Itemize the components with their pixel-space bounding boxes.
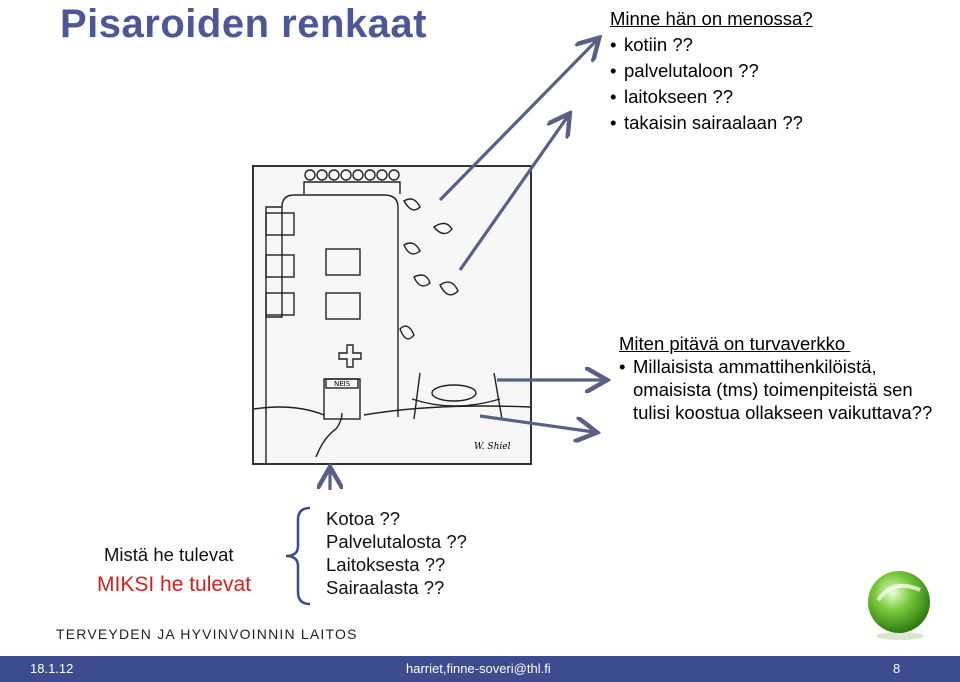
organization-name: TERVEYDEN JA HYVINVOINNIN LAITOS <box>56 626 358 642</box>
safety-net-list <box>619 355 949 424</box>
destination-list <box>610 32 813 136</box>
window <box>266 293 294 315</box>
footer-email: harriet,finne-soveri@thl.fi <box>406 661 551 676</box>
hospital-cross <box>339 345 361 367</box>
window <box>326 293 360 319</box>
rooftop-crowd <box>304 170 400 194</box>
hospital-cartoon <box>252 165 532 465</box>
destination-item: • laitokseen ?? <box>610 84 813 110</box>
safety-net-heading: Miten pitävä on turvaverkko <box>619 333 851 354</box>
footer-page-number: 8 <box>893 661 901 676</box>
destination-question-box <box>610 6 813 136</box>
safety-net-box <box>619 332 949 424</box>
destination-heading: Minne hän on menossa? <box>610 8 813 29</box>
safety-net-item: • Millaisista ammattihenkilöistä, omaisista (tms) toimenpiteistä sen tulisi koostua ollakseen vaikuttava?? <box>619 355 949 424</box>
destination-item: • palvelutaloon ?? <box>610 58 813 84</box>
origin-item: Sairaalasta ?? <box>326 577 445 598</box>
reason-question: MIKSI he tulevat <box>97 573 252 596</box>
origins-list <box>326 507 467 599</box>
footer-date: 18.1.12 <box>30 661 74 676</box>
hospital-cartoon-drawing <box>254 167 530 463</box>
window <box>266 213 294 235</box>
window <box>326 249 360 275</box>
safety-net <box>412 399 500 406</box>
destination-item: • kotiin ?? <box>610 32 813 58</box>
origin-item: Palvelutalosta ?? <box>326 531 467 552</box>
slide-title: Pisaroiden renkaat <box>60 2 427 46</box>
hospital-sign: NEIS <box>334 380 351 388</box>
destination-item: • takaisin sairaalaan ?? <box>610 110 813 136</box>
left-brace-icon <box>278 506 318 606</box>
footer-bar <box>0 656 960 682</box>
falling-figures <box>400 199 458 339</box>
green-orb-logo <box>864 568 934 642</box>
window <box>266 255 294 277</box>
origin-question: Mistä he tulevat <box>104 544 234 565</box>
artist-signature: W. Shiel <box>474 442 511 452</box>
origin-item: Laitoksesta ?? <box>326 554 446 575</box>
origin-item: Kotoa ?? <box>326 508 401 529</box>
